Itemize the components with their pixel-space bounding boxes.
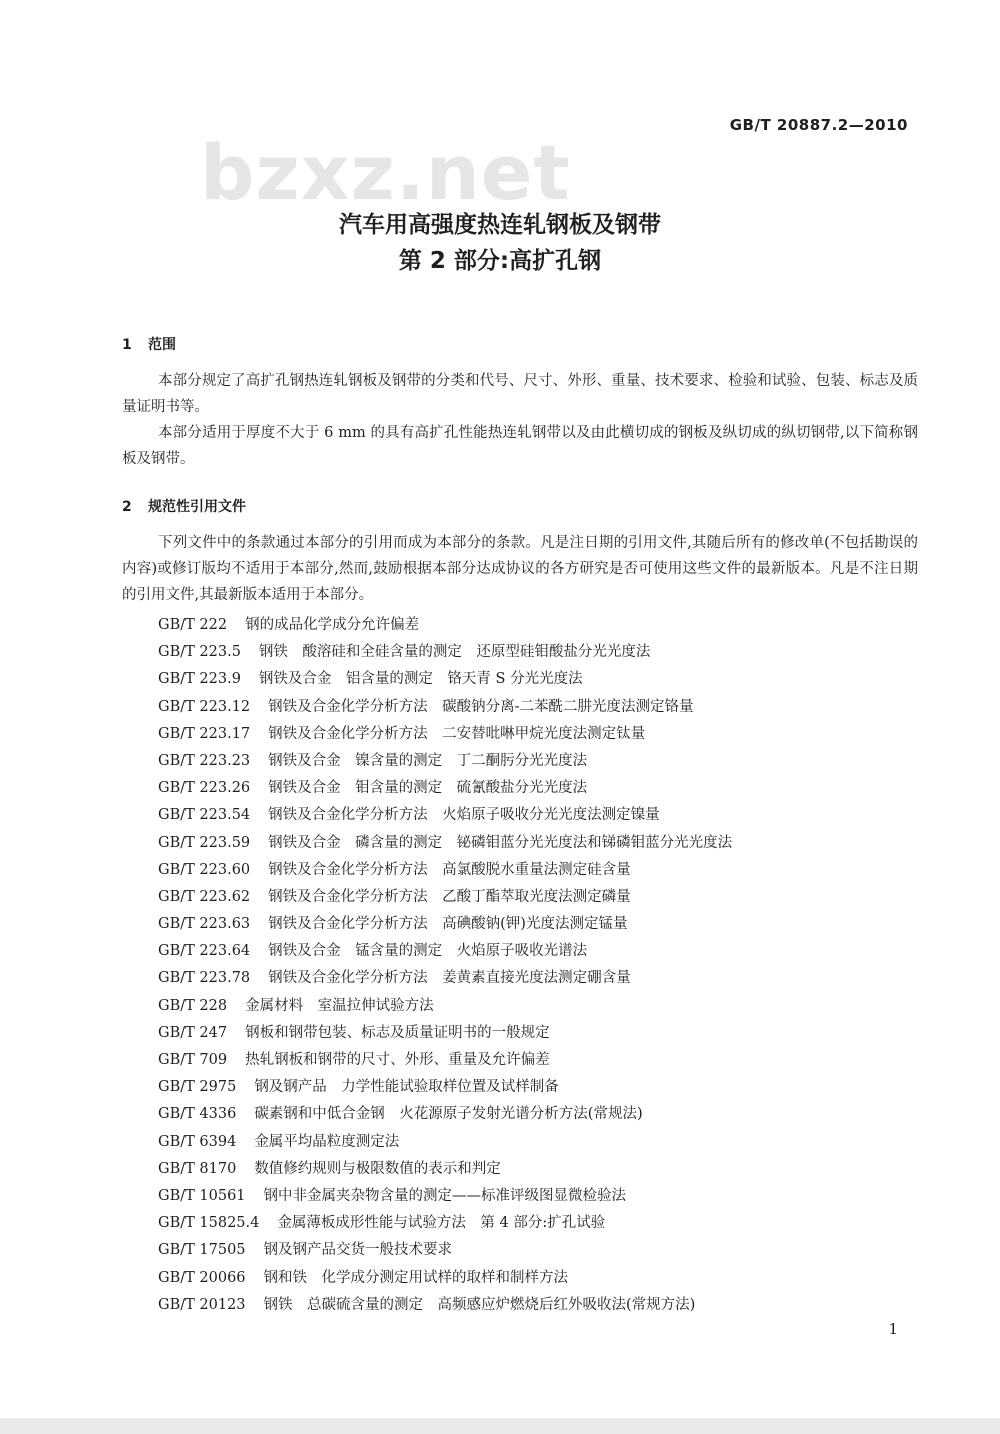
reference-code: GB/T 223.26	[158, 780, 251, 797]
reference-item	[158, 612, 732, 639]
reference-item	[158, 830, 732, 857]
reference-code: GB/T 6394	[158, 1133, 237, 1150]
reference-list	[158, 612, 732, 1319]
reference-code: GB/T 223.54	[158, 807, 251, 824]
section-1-title: 范围	[148, 337, 176, 353]
reference-item	[158, 1183, 732, 1210]
reference-item	[158, 721, 732, 748]
reference-code: GB/T 223.9	[158, 671, 241, 688]
reference-item	[158, 666, 732, 693]
reference-title: 金属薄板成形性能与试验方法 第 4 部分:扩孔试验	[277, 1215, 606, 1232]
section-2-heading	[122, 496, 246, 516]
reference-code: GB/T 222	[158, 617, 228, 633]
reference-title: 钢铁及合金化学分析方法 火焰原子吸收分光光度法测定镍量	[268, 807, 660, 824]
reference-item	[158, 1101, 732, 1128]
reference-item	[158, 1129, 732, 1156]
reference-item	[158, 748, 732, 775]
reference-title: 钢板和钢带包装、标志及质量证明书的一般规定	[245, 1024, 550, 1041]
reference-title: 钢铁及合金 锰含量的测定 火焰原子吸收光谱法	[268, 943, 588, 960]
scope-paragraph-1: 本部分规定了高扩孔钢热连轧钢板及钢带的分类和代号、尺寸、外形、重量、技术要求、检验和试验、包装、标志及质量证明书等。	[122, 373, 918, 415]
section-1-heading	[122, 334, 176, 354]
reference-item	[158, 857, 732, 884]
reference-title: 钢及钢产品交货一般技术要求	[263, 1242, 453, 1259]
reference-code: GB/T 8170	[158, 1160, 237, 1177]
reference-title: 钢铁 总碳硫含量的测定 高频感应炉燃烧后红外吸收法(常规方法)	[263, 1296, 696, 1313]
reference-title: 碳素钢和中低合金钢 火花源原子发射光谱分析方法(常规法)	[254, 1106, 643, 1123]
references-intro: 下列文件中的条款通过本部分的引用而成为本部分的条款。凡是注日期的引用文件,其随后所有的修改单(不包括勘误的内容)或修订版均不适用于本部分,然而,鼓励根据本部分达成协议的各方研究是否可使用这些文件的最新版本。凡是不注日期的引用文件,其最新版本适用于本部分。	[122, 535, 918, 603]
reference-title: 钢铁及合金化学分析方法 二安替吡啉甲烷光度法测定钛量	[268, 725, 646, 742]
reference-code: GB/T 223.78	[158, 970, 251, 987]
reference-code: GB/T 223.64	[158, 943, 251, 960]
reference-code: GB/T 223.23	[158, 752, 251, 769]
reference-title: 金属平均晶粒度测定法	[254, 1133, 400, 1150]
reference-item	[158, 1047, 732, 1074]
reference-title: 钢铁及合金化学分析方法 高氯酸脱水重量法测定硅含量	[268, 861, 631, 878]
reference-code: GB/T 223.63	[158, 916, 251, 933]
reference-code: GB/T 4336	[158, 1106, 237, 1123]
reference-item	[158, 911, 732, 938]
document-title: 汽车用高强度热连轧钢板及钢带	[339, 212, 661, 238]
section-2-number: 2	[122, 499, 132, 515]
reference-item	[158, 694, 732, 721]
document-subtitle: 第 2 部分:高扩孔钢	[398, 248, 602, 274]
reference-code: GB/T 228	[158, 997, 228, 1014]
reference-title: 金属材料 室温拉伸试验方法	[245, 997, 434, 1014]
reference-code: GB/T 223.12	[158, 698, 251, 715]
reference-item	[158, 884, 732, 911]
reference-item	[158, 775, 732, 802]
reference-code: GB/T 15825.4	[158, 1215, 260, 1232]
reference-title: 钢的成品化学成分允许偏差	[245, 617, 420, 633]
reference-title: 钢铁及合金化学分析方法 乙酸丁酯萃取光度法测定磷量	[268, 888, 631, 905]
reference-title: 钢铁及合金 镍含量的测定 丁二酮肟分光光度法	[268, 752, 588, 769]
reference-title: 钢铁 酸溶硅和全硅含量的测定 还原型硅钼酸盐分光光度法	[258, 644, 651, 661]
reference-code: GB/T 247	[158, 1024, 228, 1041]
section-2-title: 规范性引用文件	[148, 499, 246, 515]
reference-item	[158, 1265, 732, 1292]
reference-code: GB/T 10561	[158, 1187, 246, 1204]
reference-code: GB/T 17505	[158, 1242, 246, 1259]
reference-title: 钢铁及合金化学分析方法 姜黄素直接光度法测定硼含量	[268, 970, 631, 987]
reference-title: 钢铁及合金 磷含量的测定 铋磷钼蓝分光光度法和锑磷钼蓝分光光度法	[268, 834, 733, 851]
reference-code: GB/T 2975	[158, 1079, 237, 1096]
reference-code: GB/T 20123	[158, 1296, 246, 1313]
reference-code: GB/T 223.60	[158, 861, 251, 878]
reference-code: GB/T 223.62	[158, 888, 251, 905]
reference-item	[158, 1210, 732, 1237]
reference-code: GB/T 223.59	[158, 834, 251, 851]
reference-code: GB/T 223.17	[158, 725, 251, 742]
reference-item	[158, 1074, 732, 1101]
reference-item	[158, 1237, 732, 1264]
reference-item	[158, 1156, 732, 1183]
viewer-bottom-strip	[0, 1418, 1000, 1434]
reference-title: 钢及钢产品 力学性能试验取样位置及试样制备	[254, 1079, 559, 1096]
reference-item	[158, 1020, 732, 1047]
reference-code: GB/T 223.5	[158, 644, 241, 661]
reference-title: 钢铁及合金 钼含量的测定 硫氰酸盐分光光度法	[268, 780, 588, 797]
reference-title: 钢和铁 化学成分测定用试样的取样和制样方法	[263, 1269, 569, 1286]
watermark-text: bzxz.net	[200, 128, 571, 217]
reference-item	[158, 938, 732, 965]
scope-paragraph-2: 本部分适用于厚度不大于 6 mm 的具有高扩孔性能热连轧钢带以及由此横切成的钢板及纵切成的纵切钢带,以下简称钢板及钢带。	[122, 425, 918, 467]
standard-number: GB/T 20887.2—2010	[729, 116, 908, 134]
section-1-number: 1	[122, 337, 132, 353]
reference-title: 钢铁及合金化学分析方法 高碘酸钠(钾)光度法测定锰量	[268, 916, 628, 933]
reference-item	[158, 639, 732, 666]
reference-item	[158, 993, 732, 1020]
reference-title: 钢中非金属夹杂物含量的测定——标准评级图显微检验法	[263, 1187, 627, 1204]
reference-item	[158, 1292, 732, 1319]
reference-title: 数值修约规则与极限数值的表示和判定	[254, 1160, 501, 1177]
page-number: 1	[888, 1320, 898, 1338]
reference-title: 热轧钢板和钢带的尺寸、外形、重量及允许偏差	[245, 1052, 550, 1068]
reference-code: GB/T 709	[158, 1052, 228, 1068]
reference-item	[158, 965, 732, 992]
reference-title: 钢铁及合金 铝含量的测定 铬天青 S 分光光度法	[258, 671, 583, 688]
reference-title: 钢铁及合金化学分析方法 碳酸钠分离-二苯酰二肼光度法测定铬量	[268, 698, 694, 715]
reference-code: GB/T 20066	[158, 1269, 246, 1286]
reference-item	[158, 802, 732, 829]
